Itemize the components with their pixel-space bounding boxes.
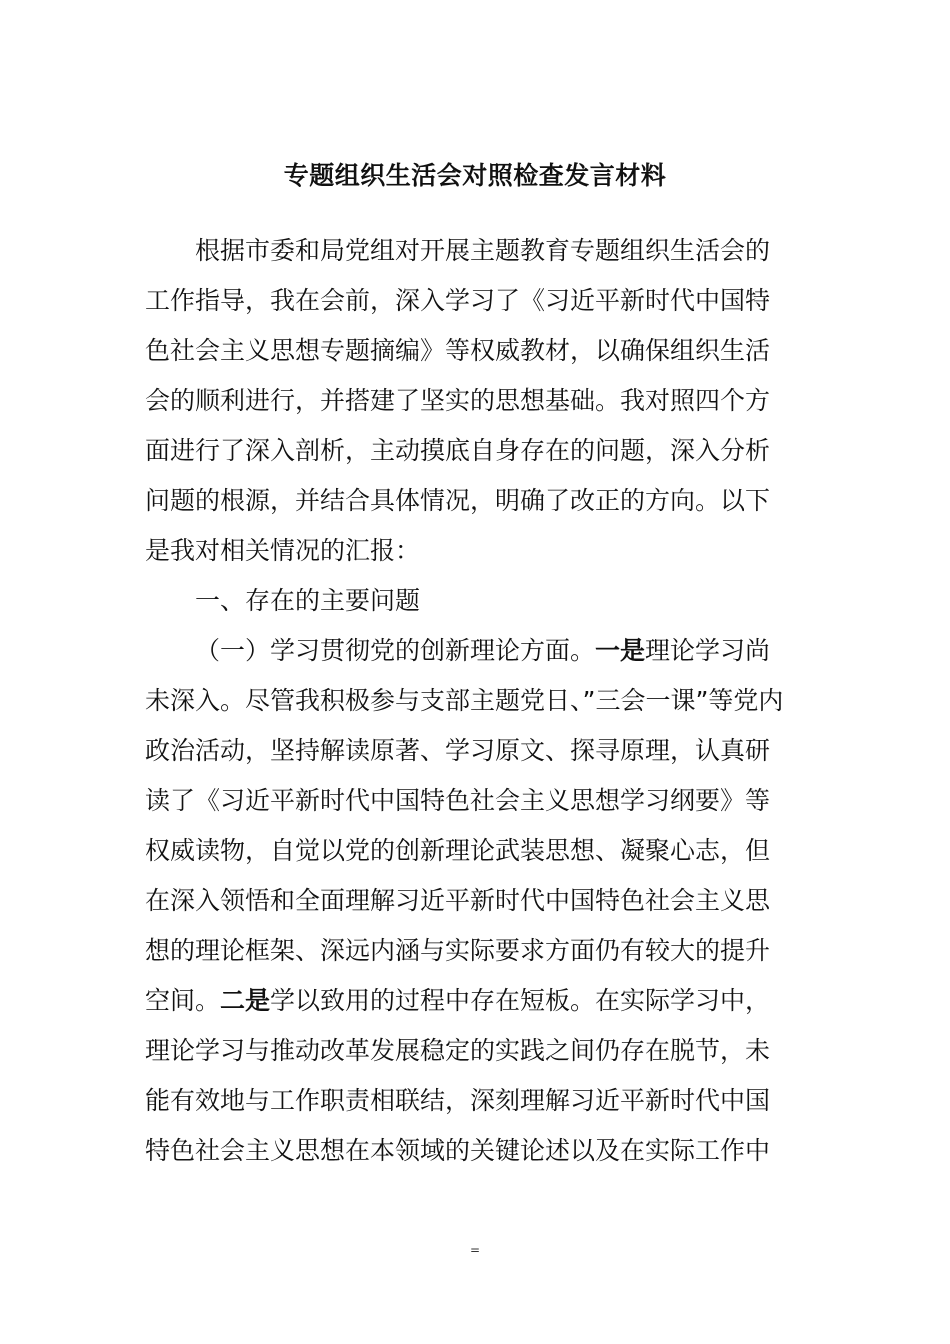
subsection-line-1 (195, 631, 770, 671)
section-heading: 一、存在的主要问题 (195, 586, 421, 615)
paragraph-line: 想的理论框架、深远内涵与实际要求方面仍有较大的提升 (145, 936, 771, 965)
intro-line-3: 色社会主义思想专题摘编》等权威教材，以确保组织生活 (145, 336, 771, 365)
point-2-text-start: 学以致用的过程中存在短板。在实际学习中， (270, 986, 771, 1015)
intro-line-4: 会的顺利进行，并搭建了坚实的思想基础。我对照四个方 (145, 386, 771, 415)
paragraph-line: 读了《习近平新时代中国特色社会主义思想学习纲要》等 (145, 786, 771, 815)
intro-line-5: 面进行了深入剖析，主动摸底自身存在的问题，深入分析 (145, 436, 771, 465)
point-1-label: 一是 (595, 636, 646, 665)
intro-line-2: 工作指导，我在会前，深入学习了《习近平新时代中国特 (145, 286, 771, 315)
subsection-heading: （一）学习贯彻党的创新理论方面。 (195, 636, 596, 665)
intro-line-7: 是我对相关情况的汇报： (145, 536, 421, 565)
paragraph-line: 权威读物，自觉以党的创新理论武装思想、凝聚心志，但 (145, 836, 771, 865)
paragraph-line-point-2 (145, 981, 770, 1021)
intro-line-6: 问题的根源，并结合具体情况，明确了改正的方向。以下 (145, 486, 771, 515)
paragraph-line: 未深入。尽管我积极参与支部主题党日、”三会一课”等党内 (145, 686, 784, 715)
paragraph-line: 能有效地与工作职责相联结，深刻理解习近平新时代中国 (145, 1086, 771, 1115)
paragraph-line: 政治活动，坚持解读原著、学习原文、探寻原理，认真研 (145, 736, 771, 765)
paragraph-line: 理论学习与推动改革发展稳定的实践之间仍存在脱节，未 (145, 1036, 771, 1065)
paragraph-line: 在深入领悟和全面理解习近平新时代中国特色社会主义思 (145, 886, 771, 915)
page-footer-mark: = (469, 1243, 481, 1257)
point-2-label: 二是 (220, 986, 271, 1015)
document-title: 专题组织生活会对照检查发言材料 (283, 161, 667, 190)
paragraph-line: 特色社会主义思想在本领域的关键论述以及在实际工作中 (145, 1136, 771, 1165)
intro-line-1: 根据市委和局党组对开展主题教育专题组织生活会的 (195, 236, 771, 265)
point-1-text-end: 空间。 (145, 986, 221, 1015)
point-1-text-start: 理论学习尚 (645, 636, 771, 665)
